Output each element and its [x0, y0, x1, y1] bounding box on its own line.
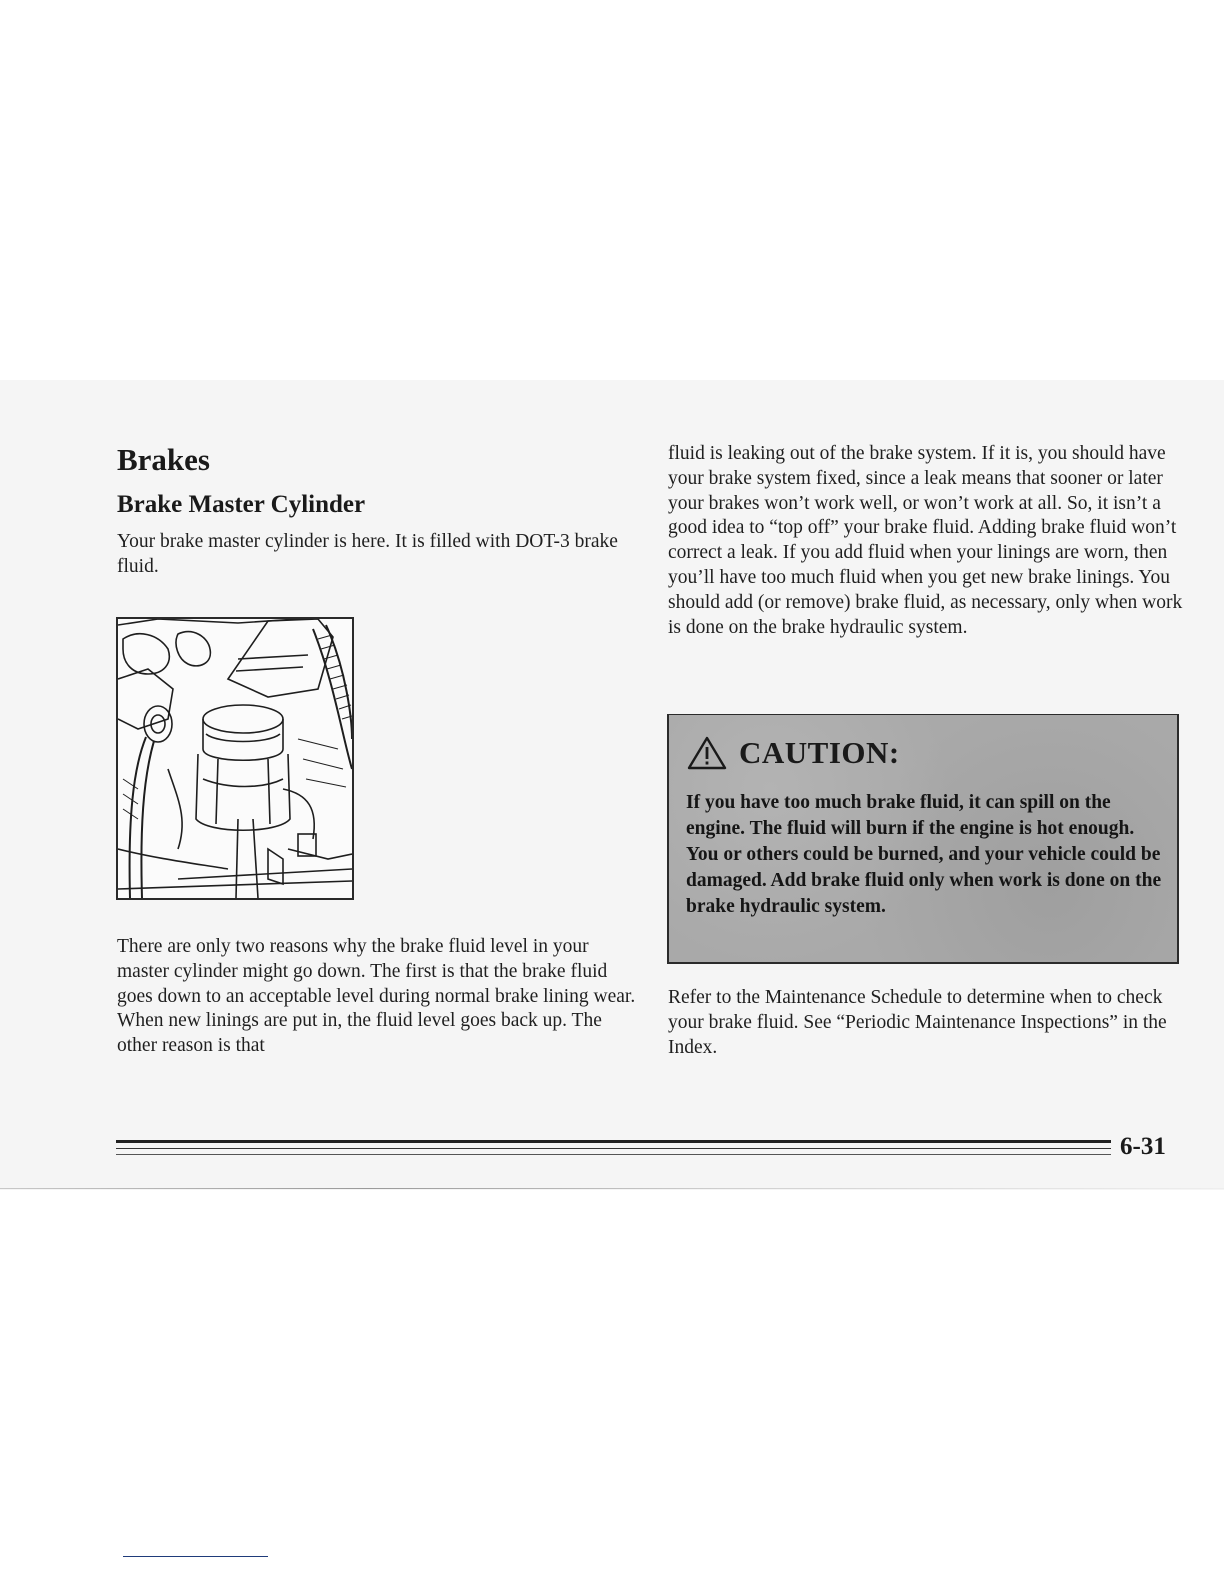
caution-header — [687, 735, 900, 771]
right-column-bottom — [668, 986, 1188, 1060]
bottom-link-rule — [123, 1556, 268, 1557]
left-column-bottom — [117, 935, 637, 1059]
caution-text: If you have too much brake fluid, it can spill on the engine. The fluid will burn if the engine is hot enough. You or others could be burned, and your vehicle could be damaged. Add brake fluid only when work is done on the brake hydraulic system. — [686, 792, 1162, 917]
refer-paragraph: Refer to the Maintenance Schedule to determine when to check your brake fluid. See “Periodic Maintenance Inspections” in the Index. — [668, 987, 1167, 1058]
reasons-paragraph: There are only two reasons why the brake fluid level in your master cylinder might go down. The first is that the brake fluid goes down to an acceptable level during normal brake lining wear. When new linings are put in, the fluid level goes back up. The other reason is that — [117, 936, 636, 1057]
subsection-title: Brake Master Cylinder — [117, 491, 366, 518]
brake-master-cylinder-illustration — [116, 617, 354, 900]
right-column-top — [668, 442, 1188, 640]
left-column-top — [117, 440, 637, 580]
section-title: Brakes — [117, 442, 210, 477]
leak-paragraph: fluid is leaking out of the brake system. If it is, you should have your brake system fixed, since a leak means that sooner or later your brakes won’t work well, or won’t work at all. So, it isn’t a good idea to “top off” your brake fluid. Adding brake fluid won’t correct a leak. If you add fluid when your linings are worn, then you’ll have too much fluid when you get new brake linings. You should add (or remove) brake fluid, as necessary, only when work is done on the brake hydraulic system. — [668, 443, 1183, 638]
caution-title: CAUTION: — [739, 735, 900, 770]
intro-paragraph: Your brake master cylinder is here. It is filled with DOT-3 brake fluid. — [117, 531, 618, 577]
page-number: 6-31 — [1120, 1133, 1166, 1160]
band-bottom-edge — [0, 1188, 1224, 1189]
footer-rules — [116, 1139, 1111, 1159]
warning-triangle-icon — [687, 736, 727, 770]
caution-box — [667, 714, 1179, 964]
